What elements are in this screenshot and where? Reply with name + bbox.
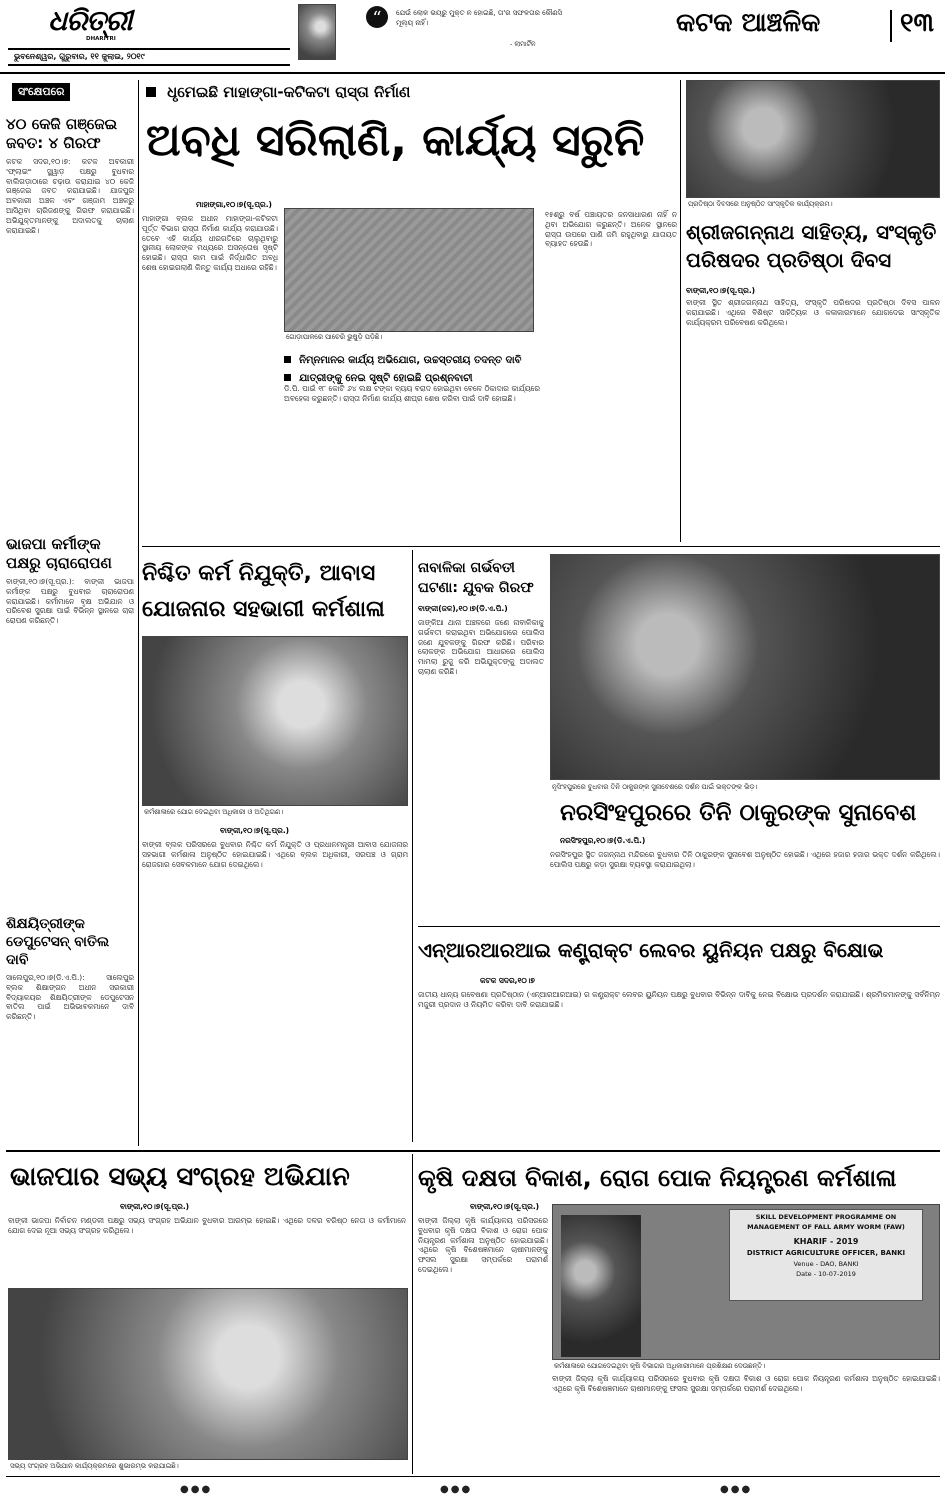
photo-caption: ଗୋଡ଼ାପାଳରେ ପାଚେରି ଭୁଷୁଡ଼ି ପଡ଼ିଛି। <box>286 333 383 341</box>
brief-headline: ୪୦ କେଜି ଗଞ୍ଜେଇ ଜବତ: ୪ ଗିରଫ <box>6 115 118 152</box>
deity-photo <box>550 554 940 780</box>
road-photo <box>284 208 534 332</box>
parishad-headline: ଶ୍ରୀଜଗନ୍ନାଥ ସାହିତ୍ୟ, ସଂସ୍କୃତି ପରିଷଦର ପ୍ରତିଷ୍ଠା ଦିବସ <box>686 220 937 272</box>
photo-caption: ସଭ୍ୟ ସଂଗ୍ରହ ଅଭିଯାନ କାର୍ଯ୍ୟକ୍ରମରେ ଶୁଭାରମ୍ଭ କରାଯାଇଛି। <box>10 1462 179 1470</box>
article-body: ମାହାଙ୍ଗା ବ୍ଲକ ଅଧୀନ ମାହାଙ୍ଗା-କଟିକଟା ପୂର୍ତ୍ତ ବିଭାଗ ରାସ୍ତା ନିର୍ମାଣ କାର୍ଯ୍ୟ କରାଯାଉଛି। ତେବେ ଏହି କାର୍ଯ୍ୟ ଧୀରଗତିରେ ଚାଲୁଥିବାରୁ ସ୍ଥାନୀୟ ଲୋକଙ୍କ ମଧ୍ୟରେ ଅସନ୍ତୋଷ ସୃଷ୍ଟି ହୋଇଛି। ରାସ୍ତା କାମ ପାଇଁ ନିର୍ଦ୍ଧାରିତ ଅବଧି ଶେଷ ହୋଇଗଲାଣି କିନ୍ତୁ କାର୍ଯ୍ୟ ଅଧାରେ ରହିଛି। <box>142 214 278 272</box>
photo-caption: ପ୍ରତିଷ୍ଠା ଦିବସରେ ଅନୁଷ୍ଠିତ ସାଂସ୍କୃତିକ କାର୍ଯ୍ୟକ୍ରମ। <box>688 200 833 208</box>
quote-author: - ଲାମାର୍ଟିନ <box>510 40 536 48</box>
article-body: ଡି.ପି. ପାଇଁ ୧୮ କୋଟି ୬୪ ଲକ୍ଷ ଟଙ୍କା ବ୍ୟୟ ବରାଦ ହୋଇଥିବା ବେଳେ ଠିକାଦାର କାର୍ଯ୍ୟରେ ଅବହେଳା କରୁଛନ୍ତି। ରାସ୍ତା ନିର୍ମାଣ କାର୍ଯ୍ୟ ଶୀଘ୍ର ଶେଷ କରିବା ପାଇଁ ଦାବି ହୋଇଛି। <box>284 384 540 403</box>
masthead <box>0 0 945 74</box>
section-title: କଟକ ଆଞ୍ଚଳିକ ୧୩ <box>676 4 940 50</box>
photo-caption: କର୍ମଶାଳାରେ ଯୋଗ ଦେଇଥିବା ଅଧିକାରୀ ଓ ଅତିଥିଗଣ। <box>144 808 284 816</box>
photo-caption: ନୃସିଂହପୁରରେ ବୁଧବାର ତିନି ଠାକୁରଙ୍କ ସୁନାବେଶରେ ଦର୍ଶନ ପାଇଁ ଭକ୍ତଙ୍କ ଭିଡ଼। <box>552 783 758 791</box>
workshop-headline: ନିଶ୍ଚିତ କର୍ମ ନିଯୁକ୍ତି, ଆବାସ ଯୋଜନାର ସହଭାଗୀ କର୍ମଶାଳା <box>142 561 385 622</box>
footer-dots: ●●● ●●● ●●● <box>180 1484 753 1495</box>
lead-headline: ଅବଧି ସରିଲାଣି, କାର୍ଯ୍ୟ ସରୁନି <box>146 115 645 166</box>
byline: ବାଙ୍କୀ,୧୦।୭(ସୂ.ପ୍ର.) <box>470 1202 540 1211</box>
parishad-photo <box>686 80 940 198</box>
portrait-photo <box>298 4 336 60</box>
krushi-headline: କୃଷି ଦକ୍ଷତା ବିକାଶ, ରୋଗ ପୋକ ନିୟନ୍ତ୍ରଣ କର୍ମଶାଳା <box>418 1164 897 1192</box>
article-body: ୧୫ଶ୍ରୁ ବର୍ଷ ପଞ୍ଚାୟତର ଜନସାଧାରଣ ନାହିଁ ନ ଥିବା ଅଭିଯୋଗ କରୁଛନ୍ତି। ଅନେକ ସ୍ଥାନରେ ରାସ୍ତା ଉପରେ ପାଣି ଜମି ରହୁଥିବାରୁ ଯାତାୟତ ବ୍ୟାହତ ହେଉଛି। <box>545 210 677 249</box>
lead-subhead: ଯାତ୍ରୀଙ୍କୁ ନେଇ ସୃଷ୍ଟି ହୋଇଛି ପ୍ରଶ୍ନବାଚୀ <box>284 366 540 385</box>
nrri-headline: ଏନ୍ଆରଆରଆଇ କଣ୍ଟ୍ରାକ୍ଟ ଲେବର ୟୁନିୟନ ପକ୍ଷରୁ ବିକ୍ଷୋଭ <box>418 938 884 962</box>
bjp-photo <box>8 1288 408 1460</box>
byline: ବାଙ୍କୀ,୧୦।୭(ସୂ.ପ୍ର.) <box>220 826 290 835</box>
krushi-photo <box>552 1204 940 1360</box>
briefs-column <box>6 80 134 1150</box>
article-body: ଜାଙ୍କିଆ ଥାନା ଅଞ୍ଚଳରେ ଜଣେ ନାବାଳିକାକୁ ଗର୍ଭବତୀ କରାଇଥିବା ଅଭିଯୋଗରେ ପୋଲିସ ଜଣେ ଯୁବକଙ୍କୁ ଗିରଫ କରିଛି। ପରିବାର ଲୋକଙ୍କ ଅଭିଯୋଗ ଆଧାରରେ ପୋଲିସ ମାମଲା ରୁଜୁ କରି ଅଭିଯୁକ୍ତଙ୍କୁ ଅଦାଲତ ଚାଲାଣ କରିଛି। <box>418 618 544 676</box>
briefs-label: ସଂକ୍ଷେପରେ <box>12 83 70 101</box>
minor-headline: ନାବାଳିକା ଗର୍ଭବତୀ ଘଟଣା: ଯୁବକ ଗିରଫ <box>418 560 534 596</box>
sunabesha-headline: ନରସିଂହପୁରରେ ତିନି ଠାକୁରଙ୍କ ସୁନାବେଶ <box>560 800 917 826</box>
bjp-headline: ଭାଜପାର ସଭ୍ୟ ସଂଗ୍ରହ ଅଭିଯାନ <box>10 1162 350 1192</box>
brief-body: ସାଲେପୁର,୧୦।୭(ଡି.ଏ.ପି.): ସାଲେପୁର ବ୍ଲକ ଶିକ୍ଷାଙ୍ଗନ ଅଧୀନ ସରକାରୀ ବିଦ୍ୟାଳୟର ଶିକ୍ଷୟିତ୍ରୀଙ୍କ ଡେପୁଟେସନ ବାତିଲ ପାଇଁ ଅଭିଭାବକମାନେ ଦାବି କରିଛନ୍ତି। <box>6 973 134 1022</box>
newspaper-logo: ଧରିତ୍ରୀ DHARITRI <box>48 4 132 42</box>
brief-body: ବାଙ୍କୀ,୧୦।୭(ସୂ.ପ୍ର.): ବାଙ୍କୀ ଭାଜପା କର୍ମୀଙ୍କ ପକ୍ଷରୁ ବୁଧବାର ଚାରାରୋପଣ କରାଯାଇଛି। କର୍ମୀମାନେ ବୃକ୍ଷ ଅଭିଯାନ ଓ ପରିବେଶ ସୁରକ୍ଷା ପାଇଁ ବିଭିନ୍ନ ସ୍ଥାନରେ ଚାରା ରୋପଣ କରିଛନ୍ତି। <box>6 577 134 626</box>
byline: ନରସିଂହପୁର,୧୦।୭(ଡି.ଏ.ପି.) <box>560 836 646 845</box>
article-body: ବାଙ୍କୀ ଭାଜପା ନିର୍ବାଚନ ମଣ୍ଡଳୀ ପକ୍ଷରୁ ସଭ୍ୟ ସଂଗ୍ରହ ଅଭିଯାନ ବୁଧବାର ଆରମ୍ଭ ହୋଇଛି। ଏଥିରେ ଦଳର ବରିଷ୍ଠ ନେତା ଓ କର୍ମୀମାନେ ଯୋଗ ଦେଇ ନୂଆ ସଭ୍ୟ ସଂଗ୍ରହ କରିଥିଲେ। <box>8 1216 406 1235</box>
byline: ବାଙ୍କୀ,୧୦।୭(ସୂ.ପ୍ର.) <box>686 286 756 295</box>
lead-subhead: ନିମ୍ନମାନର କାର୍ଯ୍ୟ ଅଭିଯୋଗ, ଉଚ୍ଚସ୍ତରୀୟ ତଦନ୍ତ ଦାବି <box>284 348 540 367</box>
byline: ବାଙ୍କୀ,୧୦।୭(ସୂ.ପ୍ର.) <box>120 1202 190 1211</box>
speaker-figure <box>561 1215 641 1357</box>
byline: କଟକ ସଦର,୧୦।୭ <box>480 976 535 985</box>
quote-mark-icon: “ <box>366 6 388 28</box>
brief-body: କଟକ ସଦର,୧୦।୭: କଟକ ଅବକାରୀ 'ଫ୍ଲାଇଂ' ସ୍କ୍ୱାଡ଼ ପକ୍ଷରୁ ବୁଧବାର ବାଲିଗଡ଼ାଠାରେ ଚଢ଼ାଉ କରାଯାଇ ୪୦ କେଜି ଗଞ୍ଜେଇ ଜବତ କରାଯାଇଛି। ଯାଜପୁର ଅବକାରୀ ଅଞ୍ଚଳ ଏବଂ ଗଞ୍ଜାମ ଅଞ୍ଚଳରୁ ଆସିଥିବା ଚାରିଜଣଙ୍କୁ ଗିରଫ କରାଯାଇଛି। ଅଭିଯୁକ୍ତମାନଙ୍କୁ ଅଦାଲତକୁ ଚାଲାଣ କରାଯାଇଛି। <box>6 157 134 235</box>
quote-text: ଯେଉଁ ଲୋକ ଭୟରୁ ମୁକ୍ତ ନ ହୋଇଛି, ତା'ର ସଫଳତାର କୌଣସି ମୂଲ୍ୟ ନାହିଁ। <box>396 9 563 27</box>
training-banner: SKILL DEVELOPMENT PROGRAMME ON MANAGEMENT OF FALL ARMY WORM (FAW) KHARIF - 2019 DISTRICT AGRICULTURE OFFICER, BANKI Venue - DAO, BANKI Date - 10-07-2019 <box>729 1209 923 1301</box>
brief-headline: ଭାଜପା କର୍ମୀଙ୍କ ପକ୍ଷରୁ ଚାରାରୋପଣ <box>6 535 112 572</box>
dateline: ଭୁବନେଶ୍ୱର, ଗୁରୁବାର, ୧୧ ଜୁଲାଇ, ୨୦୧୯ <box>14 52 145 61</box>
article-body: ନରସିଂହପୁର ସ୍ଥିତ ଜଗନ୍ନାଥ ମନ୍ଦିରରେ ବୁଧବାର ତିନି ଠାକୁରଙ୍କ ସୁନାବେଶ ଅନୁଷ୍ଠିତ ହୋଇଛି। ଏଥିରେ ହଜାର ହଜାର ଭକ୍ତ ଦର୍ଶନ କରିଥିଲେ। ପୋଲିସ ପକ୍ଷରୁ କଡ଼ା ସୁରକ୍ଷା ବ୍ୟବସ୍ଥା କରାଯାଇଥିଲା। <box>550 850 940 869</box>
article-body: ବାଙ୍କୀ ଜିଲ୍ଲା କୃଷି କାର୍ଯ୍ୟାଳୟ ପରିସରରେ ବୁଧବାର କୃଷି ଦକ୍ଷତା ବିକାଶ ଓ ରୋଗ ପୋକ ନିୟନ୍ତ୍ରଣ କର୍ମଶାଳା ଅନୁଷ୍ଠିତ ହୋଇଯାଇଛି। ଏଥିରେ କୃଷି ବିଶେଷଜ୍ଞମାନେ ଚାଷୀମାନଙ୍କୁ ଫସଲ ସୁରକ୍ଷା ସମ୍ପର୍କରେ ପରାମର୍ଶ ଦେଇଥିଲେ। <box>418 1216 548 1274</box>
workshop-photo <box>142 636 408 806</box>
photo-caption: କର୍ମଶାଳାରେ ଯୋଗଦେଇଥିବା କୃଷି ବିଭାଗର ଅଧିକାରୀମାନେ ପ୍ରଶିକ୍ଷଣ ଦେଉଛନ୍ତି। <box>554 1362 766 1370</box>
article-body: ବାଙ୍କୀ ସ୍ଥିତ ଶ୍ରୀଜଗନ୍ନାଥ ସାହିତ୍ୟ, ସଂସ୍କୃତି ପରିଷଦର ପ୍ରତିଷ୍ଠା ଦିବସ ପାଳନ କରାଯାଇଛି। ଏଥିରେ ବିଶିଷ୍ଟ ସାହିତ୍ୟିକ ଓ କଳାକାରମାନେ ଯୋଗଦେଇ ସାଂସ୍କୃତିକ କାର୍ଯ୍ୟକ୍ରମ ପରିବେଷଣ କରିଥିଲେ। <box>686 298 940 327</box>
article-body: ଜାତୀୟ ଧାନ୍ୟ ଗବେଷଣା ପ୍ରତିଷ୍ଠାନ (ଏନ୍ଆରଆରଆଇ) ର କଣ୍ଟ୍ରାକ୍ଟ ଲେବର ୟୁନିୟନ ପକ୍ଷରୁ ବୁଧବାର ବିଭିନ୍ନ ଦାବିକୁ ନେଇ ବିକ୍ଷୋଭ ପ୍ରଦର୍ଶନ କରାଯାଇଛି। ଶ୍ରମିକମାନଙ୍କୁ ସର୍ବନିମ୍ନ ମଜୁରୀ ପ୍ରଦାନ ଓ ନିୟମିତ କରିବା ଦାବି କରାଯାଇଛି। <box>418 990 940 1009</box>
byline: ବାଙ୍କୀ(ଜଳ),୧୦।୭(ଡି.ଏ.ପି.) <box>418 604 508 613</box>
byline: ମାହାଙ୍ଗା,୧୦।୭(ସୂ.ପ୍ର.) <box>196 200 272 209</box>
article-body: ବାଙ୍କୀ ଜିଲ୍ଲା କୃଷି କାର୍ଯ୍ୟାଳୟ ପରିସରରେ ବୁଧବାର କୃଷି ଦକ୍ଷତା ବିକାଶ ଓ ରୋଗ ପୋକ ନିୟନ୍ତ୍ରଣ କର୍ମଶାଳା ଅନୁଷ୍ଠିତ ହୋଇଯାଇଛି। ଏଥିରେ କୃଷି ବିଶେଷଜ୍ଞମାନେ ଚାଷୀମାନଙ୍କୁ ଫସଲ ସୁରକ୍ଷା ସମ୍ପର୍କରେ ପରାମର୍ଶ ଦେଇଥିଲେ। <box>552 1374 940 1393</box>
article-body: ବାଙ୍କୀ ବ୍ଲକ ପରିସରରେ ବୁଧବାର ନିଶ୍ଚିତ କର୍ମ ନିଯୁକ୍ତି ଓ ପ୍ରଧାନମନ୍ତ୍ରୀ ଆବାସ ଯୋଜନାର ସହଭାଗୀ କର୍ମଶାଳା ଅନୁଷ୍ଠିତ ହୋଇଯାଇଛି। ଏଥିରେ ବ୍ଲକ ଅଧିକାରୀ, ସରପଞ୍ଚ ଓ ଗ୍ରାମ ରୋଜଗାର ସେବକମାନେ ଯୋଗ ଦେଇଥିଲେ। <box>142 840 408 869</box>
lead-kicker: ଧୃମେଇଛି ମାହାଙ୍ଗା-କଟିକଟା ରାସ୍ତା ନିର୍ମାଣ <box>146 82 676 101</box>
brief-headline: ଶିକ୍ଷୟିତ୍ରୀଙ୍କ ଡେପୁଟେସନ୍ ବାତିଲ ଦାବି <box>6 916 110 968</box>
